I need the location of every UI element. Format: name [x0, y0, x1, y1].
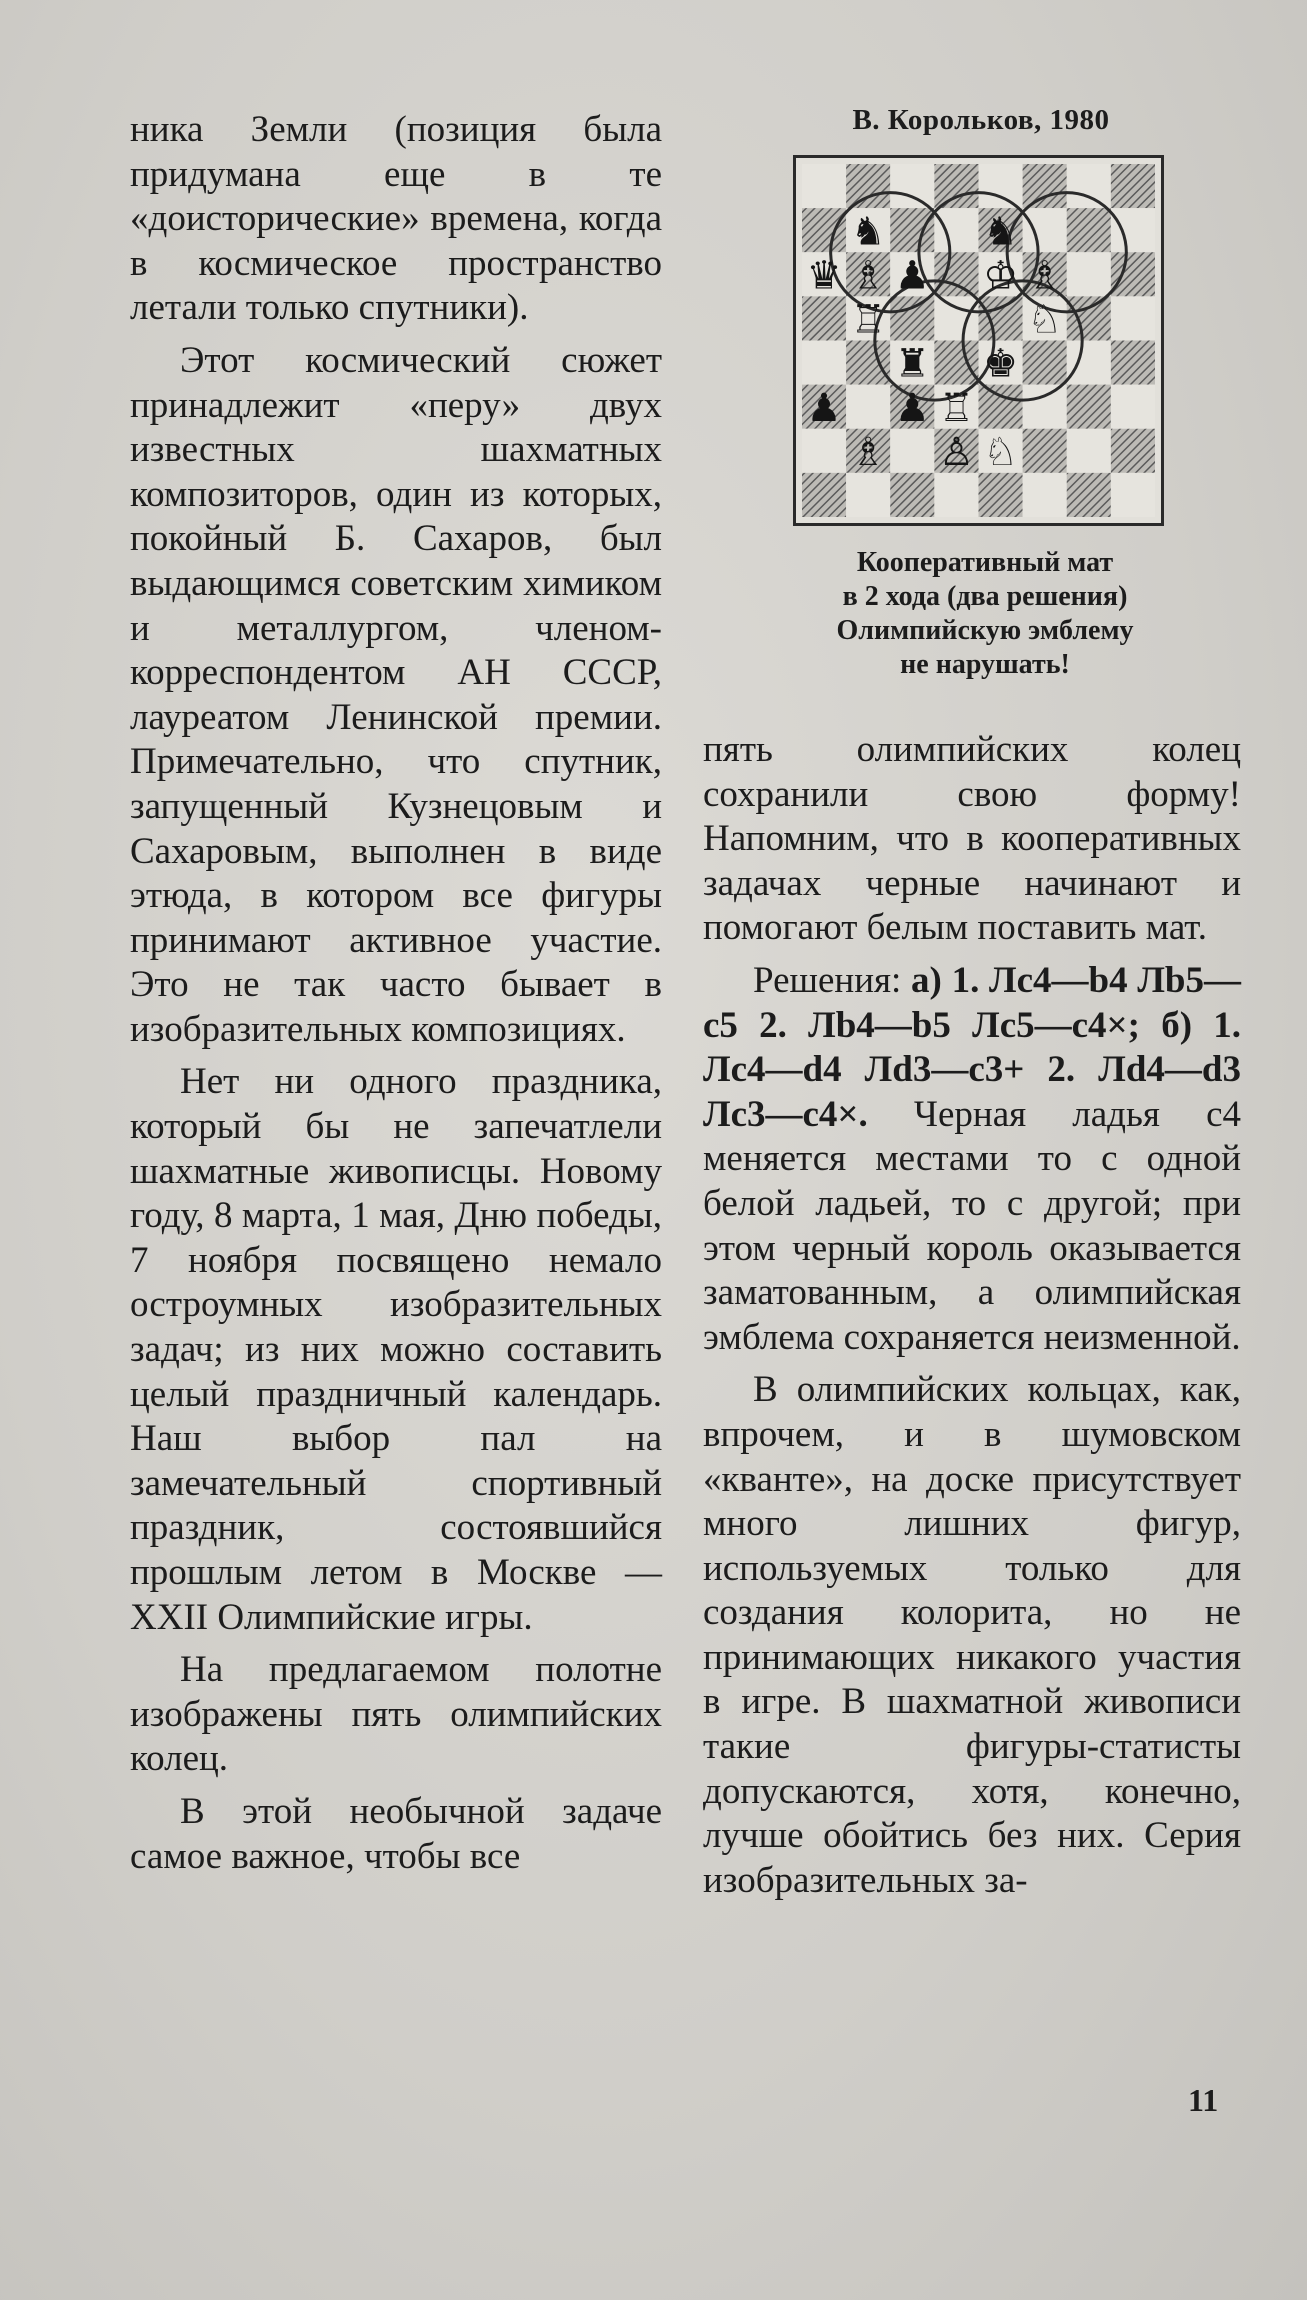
light-square — [1067, 164, 1111, 208]
dark-square — [802, 296, 846, 340]
dark-square — [802, 473, 846, 517]
caption-line: в 2 хода (два решения) — [842, 581, 1128, 612]
dark-square — [1067, 296, 1111, 340]
white-rook-icon: ♖ — [850, 297, 886, 343]
paragraph: В олимпийских кольцах, как, впрочем, и в шумовском «кванте», на доске присутствует много лишних фигур, используемых только для создания колорита, но не принимающих никакого участия в игре. В шахматной живописи такие фигуры-статисты допускаются, хотя, конечно, лучше обойтись без них. Серия изобразительных за- — [703, 1369, 1241, 1901]
dark-square — [1023, 164, 1067, 208]
light-square — [934, 296, 978, 340]
chess-board-diagram — [796, 158, 1161, 523]
dark-square — [1023, 429, 1067, 473]
light-square — [1111, 385, 1155, 429]
light-square — [846, 473, 890, 517]
paragraph: Нет ни одного праздника, который бы не запечатлели шахматные живописцы. Новому году, 8 марта, 1 мая, Дню победы, 7 ноября посвящено немало остроумных изобразительных задач; из них можно составить целый праздничный календарь. Наш выбор пал на замечательный спортивный праздник, состоявшийся прошлым летом в Москве — XXII Олимпийские игры. — [130, 1061, 662, 1638]
dark-square — [1067, 473, 1111, 517]
problem-author: В. Корольков, 1980 — [852, 104, 1110, 136]
white-pawn-icon: ♙ — [939, 429, 974, 475]
light-square — [802, 164, 846, 208]
solutions-paragraph — [703, 959, 1241, 1360]
paragraph: В этой необычной задаче самое важное, чтобы все — [130, 1790, 662, 1877]
solutions-explanation: Черная ладья c4 меняется местами то с одной белой ладьей, то с другой; при этом черный король оказывается заматованным, а олимпийская эмблема сохраняется неизменной. — [703, 1093, 1241, 1358]
paragraph: На предлагаемом полотне изображены пять олимпийских колец. — [130, 1649, 662, 1780]
right-text-column — [703, 728, 1241, 1903]
dark-square — [979, 296, 1023, 340]
dark-square — [890, 296, 934, 340]
dark-square — [1111, 341, 1155, 385]
light-square — [1067, 429, 1111, 473]
white-knight-icon: ♘ — [1027, 297, 1063, 343]
black-rook-icon: ♜ — [894, 341, 930, 387]
black-king-icon: ♚ — [983, 341, 1018, 387]
dark-square — [1067, 208, 1111, 252]
light-square — [1023, 385, 1067, 429]
chess-problem-figure — [786, 104, 1176, 526]
caption-line: Кооперативный мат — [856, 547, 1114, 578]
dark-square — [890, 208, 934, 252]
black-queen-icon: ♛ — [806, 253, 842, 299]
light-square — [1111, 208, 1155, 252]
black-pawn-icon: ♟ — [894, 253, 930, 299]
dark-square — [802, 208, 846, 252]
light-square — [1111, 296, 1155, 340]
light-square — [890, 164, 934, 208]
dark-square — [1111, 164, 1155, 208]
paragraph: пять олимпийских колец сохранили свою форму! Напомним, что в кооперативных задачах черные начинают и помогают белым поставить мат. — [703, 729, 1241, 949]
solutions-lead: Решения: — [753, 959, 902, 1001]
dark-square — [1023, 341, 1067, 385]
dark-square — [934, 252, 978, 296]
black-knight-icon: ♞ — [850, 209, 886, 255]
white-knight-icon: ♘ — [983, 429, 1018, 475]
white-king-icon: ♔ — [983, 253, 1018, 299]
figure-caption — [740, 546, 1230, 682]
light-square — [890, 429, 934, 473]
light-square — [934, 473, 978, 517]
black-knight-icon: ♞ — [983, 209, 1018, 255]
white-rook-icon: ♖ — [939, 385, 974, 431]
dark-square — [1067, 385, 1111, 429]
dark-square — [934, 164, 978, 208]
white-bishop-icon: ♗ — [850, 253, 886, 299]
light-square — [1067, 341, 1111, 385]
left-text-column — [130, 108, 662, 1879]
paragraph: ника Земли (позиция была придумана еще в те «доисторические» времена, когда в космическое пространство летали только спутники). — [130, 109, 662, 329]
solution-a: а) 1. Лc4—b4 Лb5—c5 2. Лb4—b5 Лc5—c4×; — [703, 959, 1241, 1046]
white-bishop-icon: ♗ — [850, 429, 886, 475]
page-number: 11 — [1188, 2082, 1219, 2118]
light-square — [802, 429, 846, 473]
light-square — [802, 341, 846, 385]
dark-square — [846, 341, 890, 385]
dark-square — [934, 341, 978, 385]
caption-line: не нарушать! — [900, 649, 1070, 680]
dark-square — [979, 473, 1023, 517]
dark-square — [890, 473, 934, 517]
dark-square — [979, 385, 1023, 429]
light-square — [979, 164, 1023, 208]
solution-b: б) 1. Лc4—d4 Лd3—c3+ 2. Лd4—d3 Лc3—c4×. — [703, 1004, 1242, 1135]
dark-square — [1111, 429, 1155, 473]
white-bishop-icon: ♗ — [1027, 253, 1063, 299]
light-square — [1067, 252, 1111, 296]
light-square — [1111, 473, 1155, 517]
caption-line: Олимпийскую эмблему — [836, 615, 1134, 646]
chess-board — [793, 155, 1164, 526]
black-pawn-icon: ♟ — [806, 385, 842, 431]
light-square — [934, 208, 978, 252]
black-pawn-icon: ♟ — [894, 385, 930, 431]
light-square — [1023, 473, 1067, 517]
dark-square — [1111, 252, 1155, 296]
light-square — [846, 385, 890, 429]
dark-square — [846, 164, 890, 208]
paragraph: Этот космический сюжет принадлежит «перу» двух известных шахматных композиторов, один из которых, покойный Б. Сахаров, был выдающимся советским химиком и металлургом, членом-корреспондентом АН СССР, лауреатом Ленинской премии. Примечательно, что спутник, запущенный Кузнецовым и Сахаровым, выполнен в виде этюда, в котором все фигуры принимают активное участие. Это не так часто бывает в изобразительных композициях. — [130, 339, 662, 1050]
light-square — [1023, 208, 1067, 252]
